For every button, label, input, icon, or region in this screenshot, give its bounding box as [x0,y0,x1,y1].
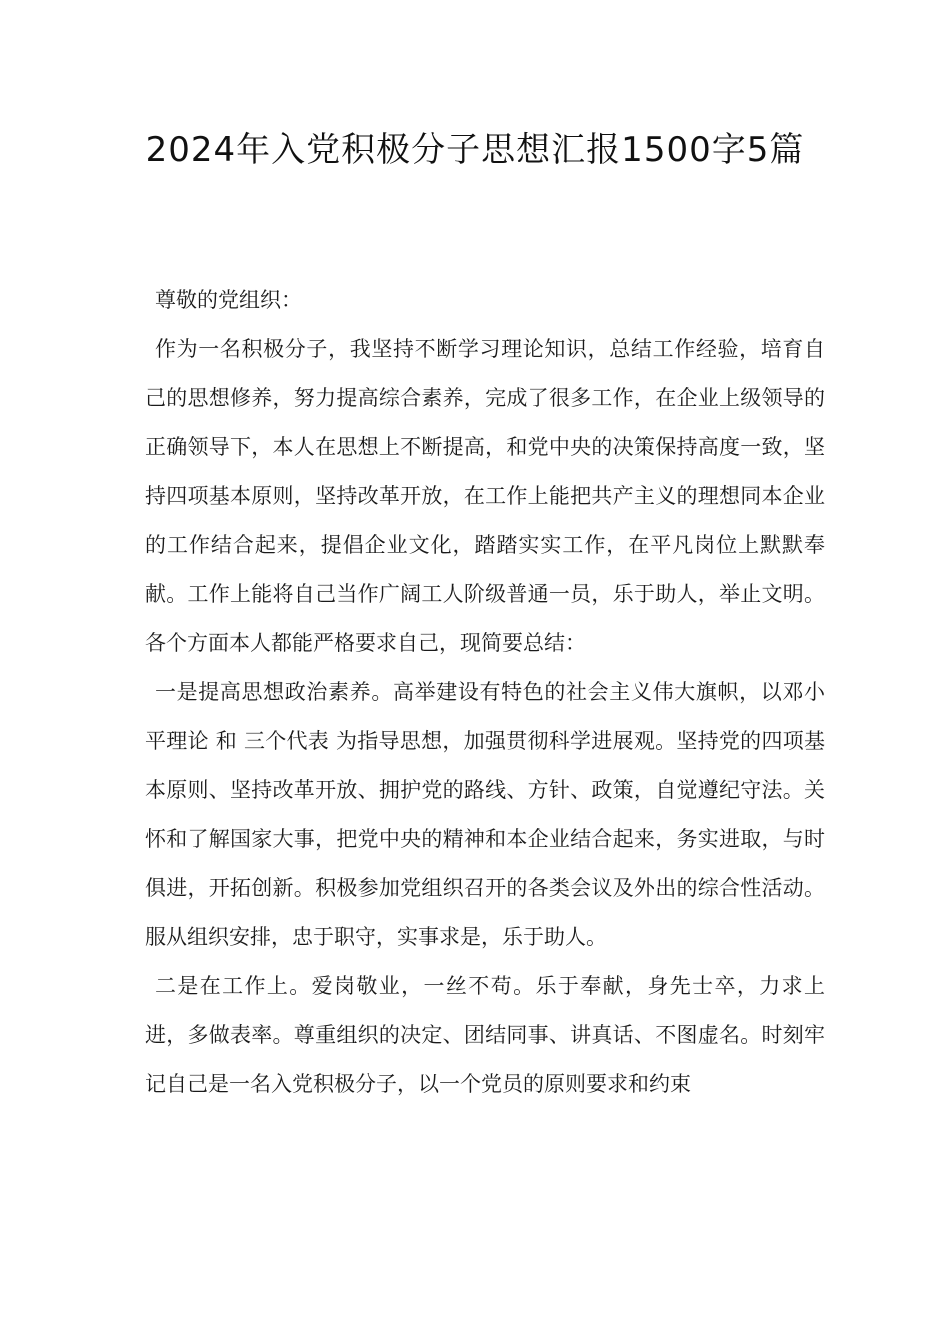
paragraph-intro: 作为一名积极分子，我坚持不断学习理论知识，总结工作经验，培育自己的思想修养，努力提高综合素养，完成了很多工作，在企业上级领导的正确领导下，本人在思想上不断提高，和党中央的决策保持高度一致，坚持四项基本原则，坚持改革开放，在工作上能把共产主义的理想同本企业的工作结合起来，提倡企业文化，踏踏实实工作，在平凡岗位上默默奉献。工作上能将自己当作广阔工人阶级普通一员，乐于助人，举止文明。各个方面本人都能严格要求自己，现简要总结： [145,337,825,655]
document-title: 2024年入党积极分子思想汇报1500字5篇 [145,130,805,170]
paragraph-political: 一是提高思想政治素养。高举建设有特色的社会主义伟大旗帜，以邓小平理论 和 三个代表 为指导思想，加强贯彻科学进展观。坚持党的四项基本原则、坚持改革开放、拥护党的路线、方针、政策，自觉遵纪守法。关怀和了解国家大事，把党中央的精神和本企业结合起来，务实进取，与时俱进，开拓创新。积极参加党组织召开的各类会议及外出的综合性活动。服从组织安排，忠于职守，实事求是，乐于助人。 [145,680,825,949]
document-body [145,276,825,1109]
salutation: 尊敬的党组织： [155,288,302,312]
paragraph-work: 二是在工作上。爱岗敬业，一丝不苟。乐于奉献，身先士卒，力求上进，多做表率。尊重组织的决定、团结同事、讲真话、不图虚名。时刻牢记自己是一名入党积极分子，以一个党员的原则要求和约束 [145,974,825,1096]
